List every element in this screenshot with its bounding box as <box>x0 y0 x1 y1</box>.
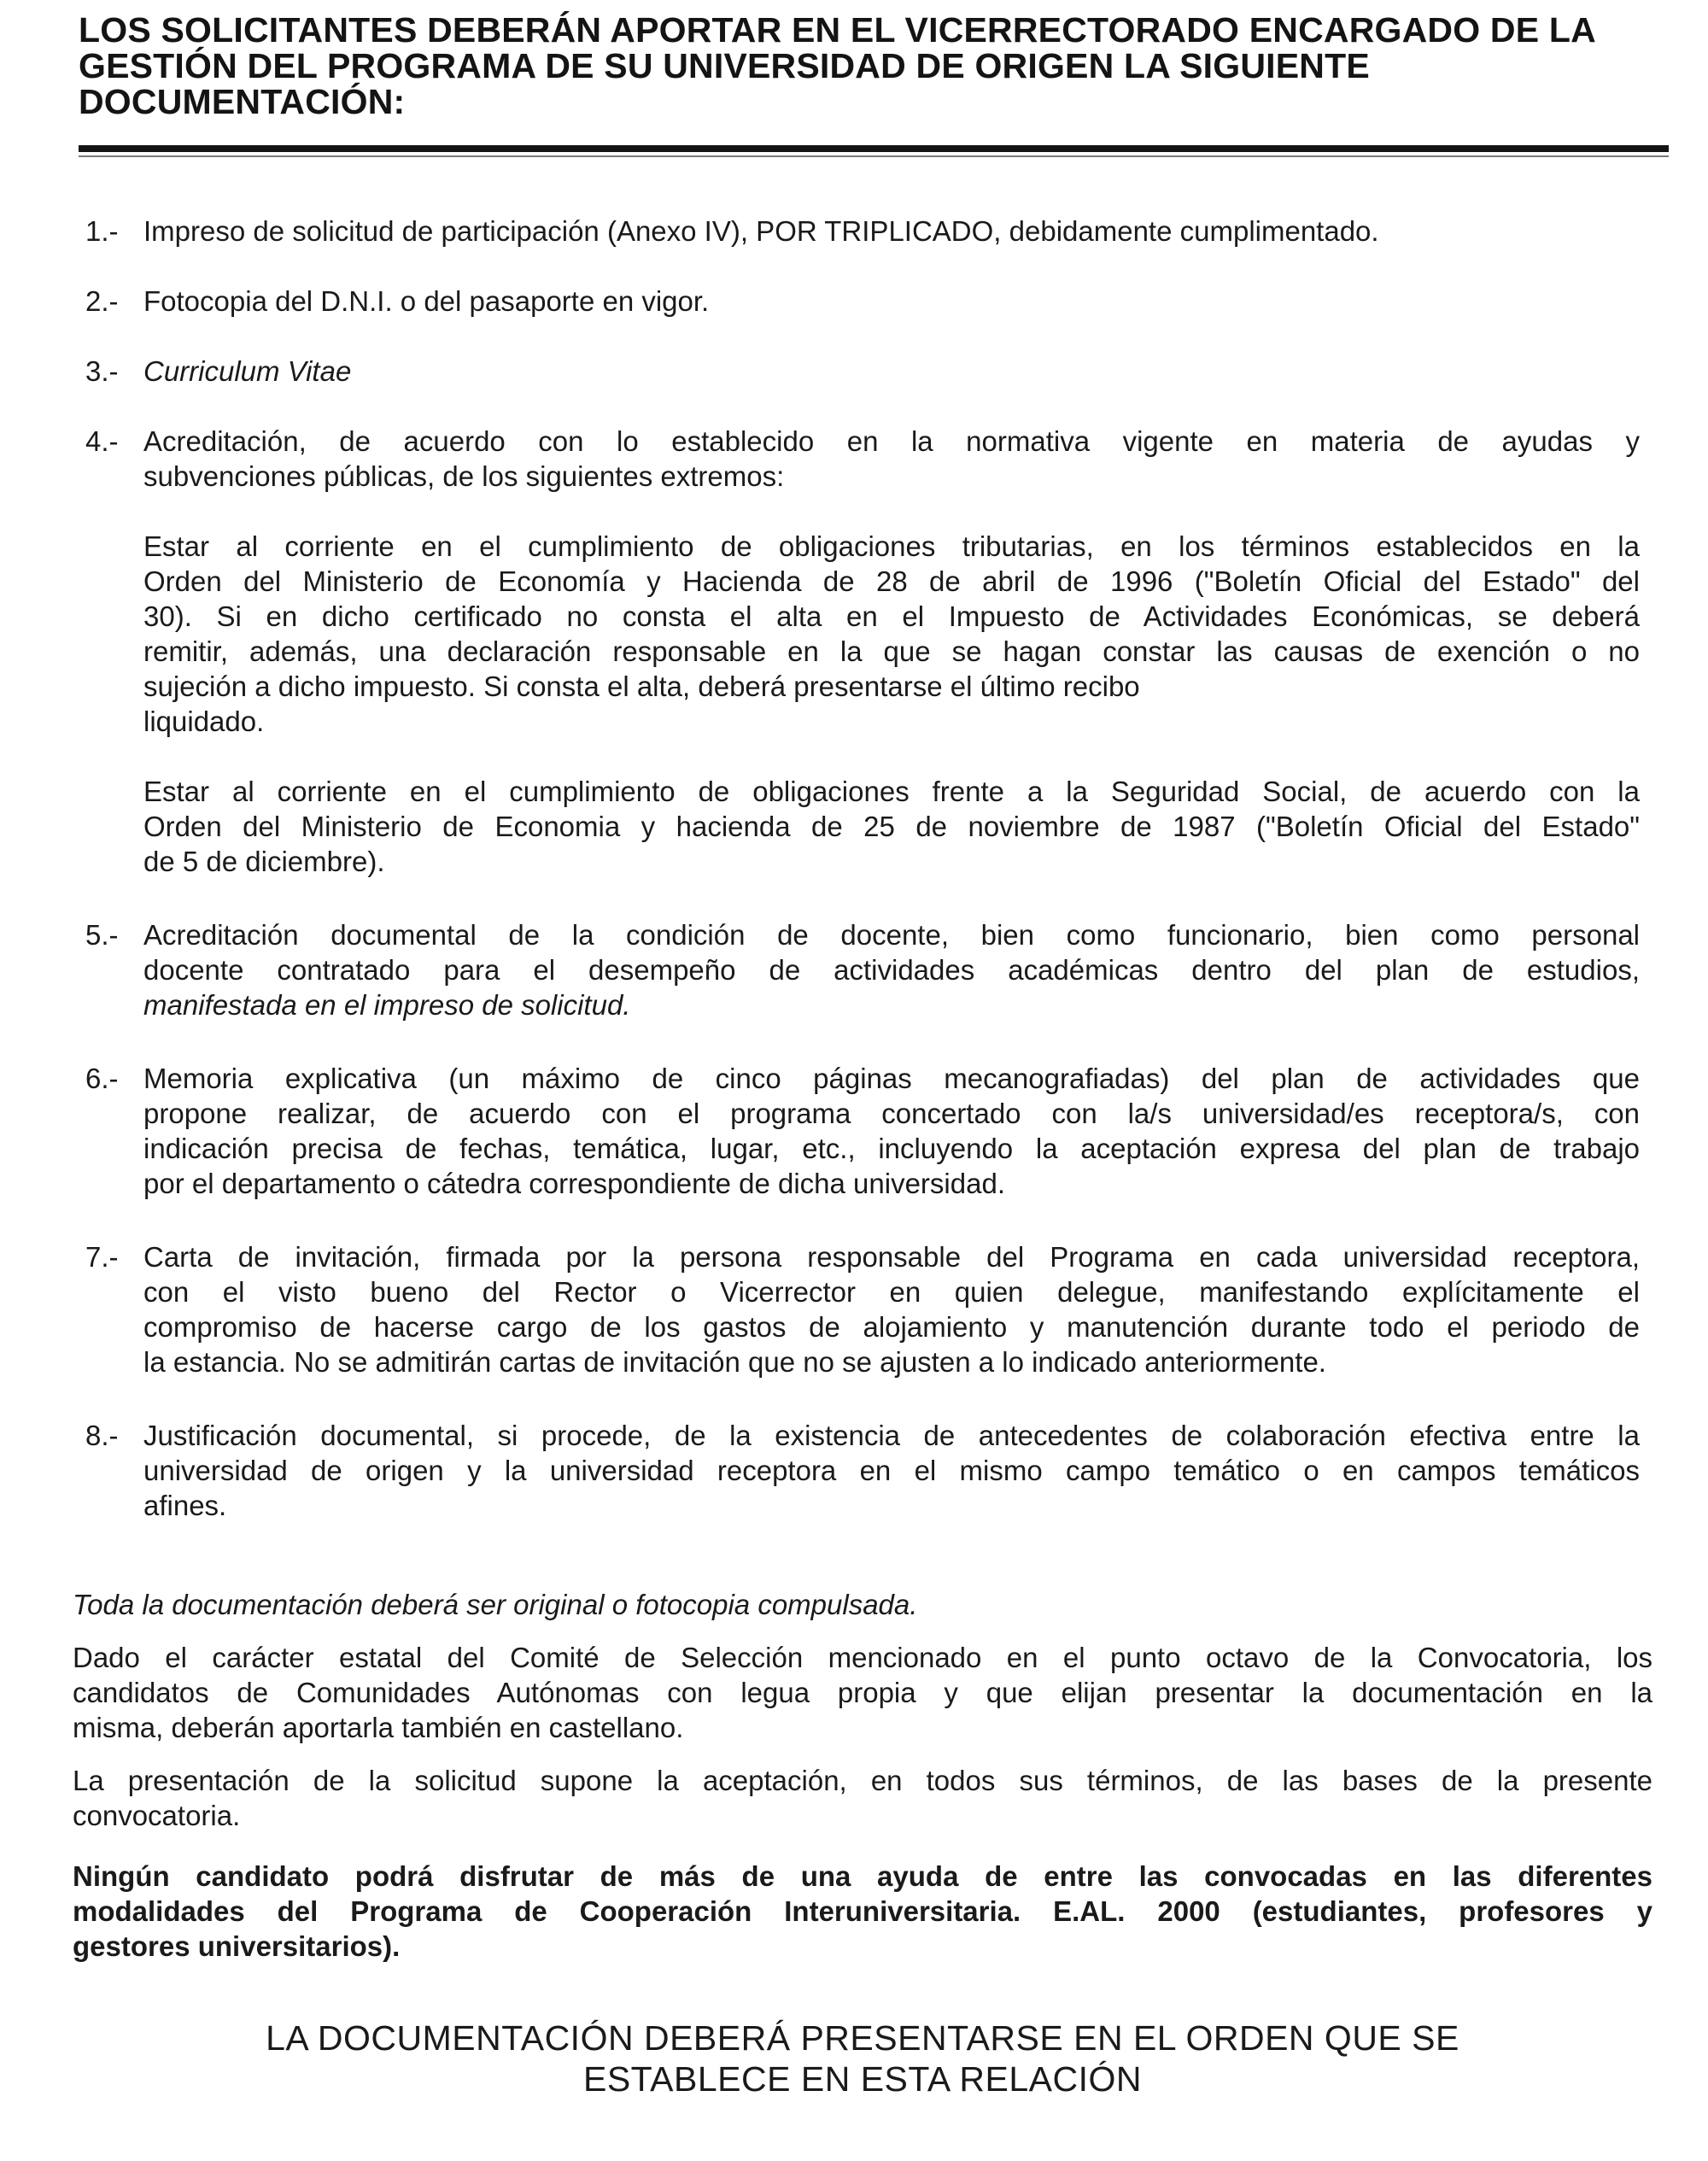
original-documents-note: Toda la documentación deberá ser original o fotocopia compulsada. <box>73 1589 918 1620</box>
text-line: Ningún candidato podrá disfrutar de más de una ayuda de entre las convocadas en las diferentes <box>73 1860 1652 1892</box>
acceptance-note <box>73 1763 1652 1833</box>
text-line: Orden del Ministerio de Economía y Hacienda de 28 de abril de 1996 ("Boletín Oficial del Estado" del <box>143 565 1640 597</box>
text-line: Orden del Ministerio de Economia y hacienda de 25 de noviembre de 1987 ("Boletín Oficial del Estado" <box>143 811 1640 842</box>
item-text <box>143 214 1640 249</box>
item-number: 2.- <box>85 285 119 317</box>
item-text <box>143 284 1640 319</box>
text-line: Fotocopia del D.N.I. o del pasaporte en vigor. <box>143 285 710 317</box>
title-underline-thick <box>79 145 1669 152</box>
list-item <box>85 917 1640 1022</box>
text-line: convocatoria. <box>73 1800 241 1831</box>
text-line: afines. <box>143 1490 227 1521</box>
text-line: Impreso de solicitud de participación (Anexo IV), POR TRIPLICADO, debidamente cumplimentado. <box>143 215 1379 247</box>
text-line: Memoria explicativa (un máximo de cinco páginas mecanografiadas) del plan de actividades que <box>143 1063 1640 1094</box>
text-line: Acreditación, de acuerdo con lo establecido en la normativa vigente en materia de ayudas y <box>143 425 1640 457</box>
item-number: 5.- <box>85 919 119 951</box>
list-item <box>85 1061 1640 1201</box>
text-line: Carta de invitación, firmada por la persona responsable del Programa en cada universidad receptora, <box>143 1241 1640 1273</box>
text-line: subvenciones públicas, de los siguientes extremos: <box>143 460 785 492</box>
item-number: 7.- <box>85 1241 119 1273</box>
item-number: 6.- <box>85 1063 119 1094</box>
text-line: Justificación documental, si procede, de la existencia de antecedentes de colaboración efectiva entre la <box>143 1420 1640 1451</box>
language-note <box>73 1640 1652 1745</box>
text-line: candidatos de Comunidades Autónomas con legua propia y que elijan presentar la documentación en la <box>73 1677 1652 1708</box>
social-security-paragraph <box>143 774 1640 879</box>
list-item <box>85 354 1640 389</box>
closing-notes <box>73 1587 1652 1964</box>
text-line: por el departamento o cátedra correspondiente de dicha universidad. <box>143 1168 1005 1199</box>
text-line: remitir, además, una declaración responsable en la que se hagan constar las causas de exención o no <box>143 635 1640 667</box>
text-line: modalidades del Programa de Cooperación Interuniversitaria. E.AL. 2000 (estudiantes, profesores y <box>73 1895 1652 1927</box>
list-item <box>85 424 1640 879</box>
list-item <box>85 284 1640 319</box>
text-line: indicación precisa de fechas, temática, lugar, etc., incluyendo la aceptación expresa del plan de trabajo <box>143 1133 1640 1164</box>
text-line: misma, deberán aportarla también en castellano. <box>73 1712 684 1743</box>
list-item <box>85 1418 1640 1523</box>
item-text <box>143 1239 1640 1379</box>
item-text <box>143 917 1640 1022</box>
text-line: La presentación de la solicitud supone la aceptación, en todos sus términos, de las bases de la presente <box>73 1765 1652 1796</box>
item-number: 1.- <box>85 215 119 247</box>
text-line: gestores universitarios). <box>73 1930 401 1962</box>
text-line: manifestada en el impreso de solicitud. <box>143 989 631 1021</box>
title-underline-thin <box>79 155 1669 157</box>
item-number: 4.- <box>85 425 119 457</box>
text-line: de 5 de diciembre). <box>143 846 385 877</box>
documentation-list <box>85 214 1640 1523</box>
tax-obligations-paragraph <box>143 529 1640 739</box>
item-number: 8.- <box>85 1420 119 1451</box>
closing-statement <box>73 2018 1652 2100</box>
text-line: Dado el carácter estatal del Comité de Selección mencionado en el punto octavo de la Convocatoria, los <box>73 1642 1652 1673</box>
list-item <box>85 214 1640 249</box>
text-line: ESTABLECE EN ESTA RELACIÓN <box>582 2059 1142 2099</box>
text-line: compromiso de hacerse cargo de los gastos de alojamiento y manutención durante todo el periodo de <box>143 1311 1640 1343</box>
text-line: Curriculum Vitae <box>143 355 352 387</box>
text-line: docente contratado para el desempeño de actividades académicas dentro del plan de estudios, <box>143 954 1640 986</box>
list-item <box>85 1239 1640 1379</box>
page-title: LOS SOLICITANTES DEBERÁN APORTAR EN EL VICERRECTORADO ENCARGADO DE LA GESTIÓN DEL PROGRAMA DE SU UNIVERSIDAD DE ORIGEN LA SIGUIENTE DOCUMENTACIÓN: <box>79 10 1595 121</box>
text-line: Estar al corriente en el cumplimiento de obligaciones tributarias, en los términos establecidos en la <box>143 530 1640 562</box>
item-text <box>143 424 1640 494</box>
item-text <box>143 1418 1640 1523</box>
single-grant-note <box>73 1859 1652 1964</box>
text-line: liquidado. <box>143 706 265 737</box>
text-line: sujeción a dicho impuesto. Si consta el alta, deberá presentarse el último recibo <box>143 671 1140 702</box>
text-line: la estancia. No se admitirán cartas de invitación que no se ajusten a lo indicado anteriormente. <box>143 1346 1326 1378</box>
text-line: Estar al corriente en el cumplimiento de obligaciones frente a la Seguridad Social, de acuerdo con la <box>143 776 1640 807</box>
item-number: 3.- <box>85 355 119 387</box>
item-text <box>143 1061 1640 1201</box>
text-line: propone realizar, de acuerdo con el programa concertado con la/s universidad/es receptora/s, con <box>143 1098 1640 1129</box>
text-line: 30). Si en dicho certificado no consta el alta en el Impuesto de Actividades Económicas, se deberá <box>143 600 1640 632</box>
item-text <box>143 354 1640 389</box>
text-line: universidad de origen y la universidad receptora en el mismo campo temático o en campos temáticos <box>143 1455 1640 1486</box>
text-line: Acreditación documental de la condición de docente, bien como funcionario, bien como personal <box>143 919 1640 951</box>
text-line: con el visto bueno del Rector o Vicerrector en quien delegue, manifestando explícitamente el <box>143 1276 1640 1308</box>
text-line: LA DOCUMENTACIÓN DEBERÁ PRESENTARSE EN EL ORDEN QUE SE <box>266 2018 1459 2058</box>
